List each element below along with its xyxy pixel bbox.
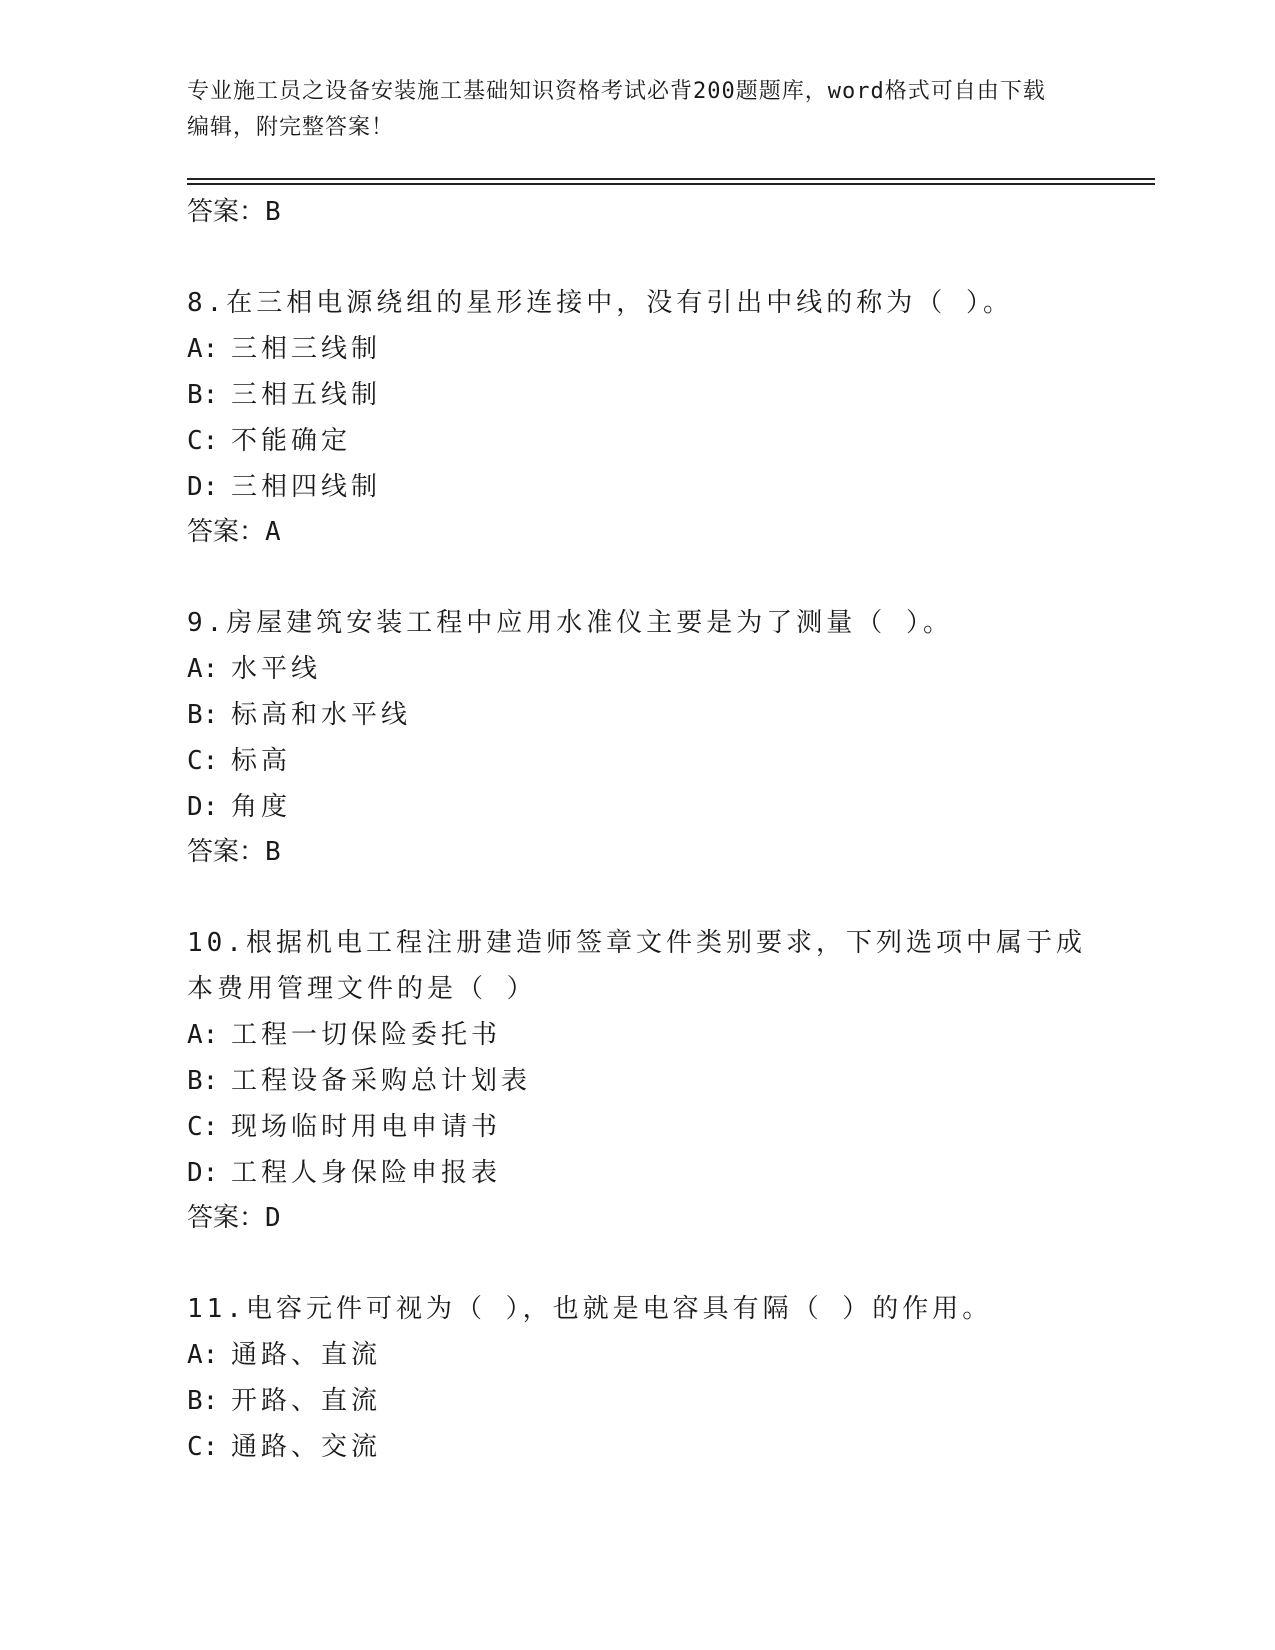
option-b [187, 692, 1087, 738]
option-b [187, 372, 1087, 418]
option-c [187, 418, 1087, 464]
question-stem: 8.在三相电源绕组的星形连接中，没有引出中线的称为（ ）。 [187, 288, 1013, 318]
option-key: B: [187, 1386, 219, 1416]
option-text: 通路、直流 [231, 1340, 382, 1370]
option-text: 开路、直流 [231, 1386, 382, 1416]
question-answer: 答案：B [187, 837, 281, 867]
option-d [187, 464, 1087, 510]
option-d [187, 784, 1087, 830]
question-stem: 9.房屋建筑安装工程中应用水准仪主要是为了测量（ ）。 [187, 608, 953, 638]
option-c [187, 1104, 1087, 1150]
previous-answer: 答案：B [187, 197, 281, 227]
question-list [187, 190, 1087, 1470]
question-answer: 答案：A [187, 517, 281, 547]
option-text: 三相五线制 [231, 380, 382, 410]
option-key: D: [187, 1158, 219, 1188]
question-10 [187, 920, 1087, 1240]
option-text: 标高 [231, 746, 292, 776]
question-8 [187, 280, 1087, 554]
document-header: 专业施工员之设备安装施工基础知识资格考试必背200题题库，word格式可自由下载编辑，附完整答案！ [187, 79, 1046, 140]
option-key: A: [187, 654, 219, 684]
option-b [187, 1058, 1087, 1104]
option-key: D: [187, 472, 219, 502]
question-stem: 11.电容元件可视为（ ），也就是电容具有隔（ ）的作用。 [187, 1294, 993, 1324]
option-key: A: [187, 1020, 219, 1050]
option-key: C: [187, 1112, 219, 1142]
option-key: D: [187, 792, 219, 822]
option-a [187, 1012, 1087, 1058]
header-rule-bottom [187, 183, 1155, 185]
option-key: B: [187, 380, 219, 410]
option-key: C: [187, 1432, 219, 1462]
option-d [187, 1150, 1087, 1196]
question-9 [187, 600, 1087, 874]
option-a [187, 1332, 1087, 1378]
option-c [187, 738, 1087, 784]
option-text: 工程一切保险委托书 [231, 1020, 502, 1050]
option-text: 通路、交流 [231, 1432, 382, 1462]
option-text: 现场临时用电申请书 [231, 1112, 502, 1142]
option-key: A: [187, 334, 219, 364]
option-b [187, 1378, 1087, 1424]
header-rule-top [187, 178, 1155, 180]
option-a [187, 646, 1087, 692]
option-key: C: [187, 426, 219, 456]
option-text: 标高和水平线 [231, 700, 412, 730]
option-text: 工程设备采购总计划表 [231, 1066, 532, 1096]
question-stem: 10.根据机电工程注册建造师签章文件类别要求，下列选项中属于成本费用管理文件的是（ ） [187, 928, 1086, 1004]
question-11 [187, 1286, 1087, 1470]
option-c [187, 1424, 1087, 1470]
option-text: 不能确定 [231, 426, 352, 456]
option-text: 水平线 [231, 654, 322, 684]
option-key: B: [187, 1066, 219, 1096]
option-key: A: [187, 1340, 219, 1370]
option-text: 三相三线制 [231, 334, 382, 364]
option-a [187, 326, 1087, 372]
option-key: B: [187, 700, 219, 730]
option-key: C: [187, 746, 219, 776]
option-text: 工程人身保险申报表 [231, 1158, 502, 1188]
option-text: 三相四线制 [231, 472, 382, 502]
option-text: 角度 [231, 792, 292, 822]
question-answer: 答案：D [187, 1203, 281, 1233]
